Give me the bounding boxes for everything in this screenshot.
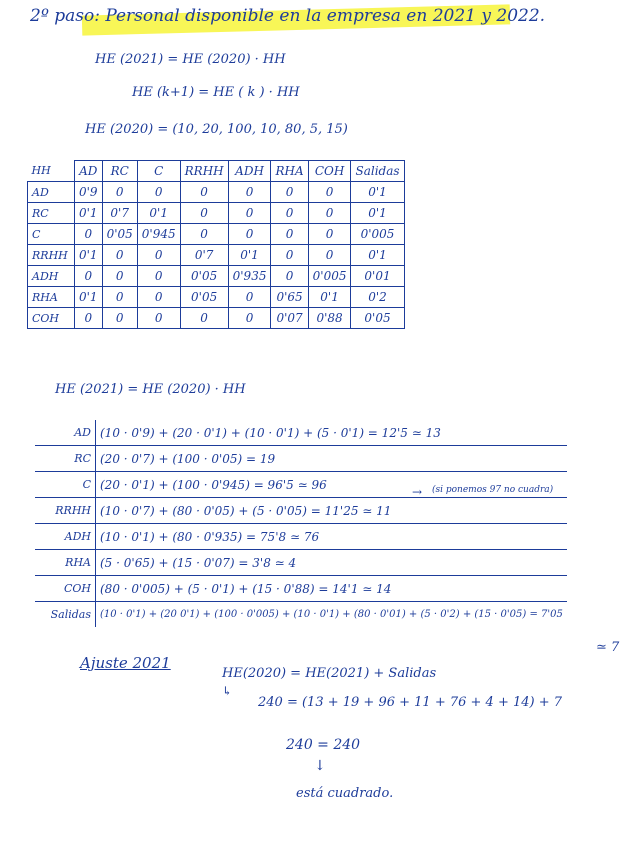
matrix-cell: 0'2 — [351, 287, 404, 308]
matrix-row — [28, 308, 405, 329]
matrix-cell: 0'05 — [180, 266, 228, 287]
ajuste-equation: HE(2020) = HE(2021) + Salidas — [222, 666, 437, 681]
calc-expression: (10 · 0'9) + (20 · 0'1) + (10 · 0'1) + (5 · 0'1) = 12'5 ≃ 13 — [96, 420, 567, 446]
calc-expression: (5 · 0'65) + (15 · 0'07) = 3'8 ≃ 4 — [96, 550, 567, 576]
matrix-cell: 0 — [228, 308, 271, 329]
matrix-cell: 0'1 — [351, 203, 404, 224]
formula-he-2021-repeat: HE (2021) = HE (2020) · HH — [55, 382, 246, 397]
matrix-cell: 0 — [308, 224, 351, 245]
calc-expression: (80 · 0'005) + (5 · 0'1) + (15 · 0'88) = 14'1 ≃ 14 — [96, 576, 567, 602]
matrix-row-label: AD — [28, 182, 75, 203]
calc-row-label: RC — [35, 446, 96, 472]
matrix-cell: 0'05 — [351, 308, 404, 329]
calc-row-label: C — [35, 472, 96, 498]
matrix-cell: 0'935 — [228, 266, 271, 287]
transition-matrix — [27, 160, 405, 329]
matrix-row — [28, 266, 405, 287]
matrix-row-label: RRHH — [28, 245, 75, 266]
calc-row — [35, 524, 567, 550]
calc-row-label: ADH — [35, 524, 96, 550]
matrix-cell: 0'1 — [75, 287, 103, 308]
calc-expression: (20 · 0'7) + (100 · 0'05) = 19 — [96, 446, 567, 472]
matrix-cell: 0 — [102, 287, 137, 308]
matrix-cell: 0 — [102, 245, 137, 266]
matrix-header: ADH — [228, 161, 271, 182]
matrix-cell: 0'65 — [271, 287, 308, 308]
matrix-cell: 0 — [271, 224, 308, 245]
matrix-header: AD — [75, 161, 103, 182]
calc-row — [35, 498, 567, 524]
matrix-cell: 0 — [75, 266, 103, 287]
matrix-cell: 0 — [271, 203, 308, 224]
matrix-header: RRHH — [180, 161, 228, 182]
matrix-row-label: C — [28, 224, 75, 245]
matrix-row-label: RHA — [28, 287, 75, 308]
matrix-cell: 0'01 — [351, 266, 404, 287]
matrix-cell: 0'07 — [271, 308, 308, 329]
matrix-cell: 0'1 — [75, 203, 103, 224]
calc-row — [35, 576, 567, 602]
matrix-cell: 0 — [228, 182, 271, 203]
calc-expression: (10 · 0'1) + (20 0'1) + (100 · 0'005) + (10 · 0'1) + (80 · 0'01) + (5 · 0'2) + (15 · 0'05) = 7'05 — [100, 609, 563, 620]
side-note: (si ponemos 97 no cuadra) — [432, 485, 554, 495]
matrix-cell: 0 — [180, 224, 228, 245]
calc-row — [35, 446, 567, 472]
matrix-cell: 0 — [271, 182, 308, 203]
ajuste-title: Ajuste 2021 — [80, 654, 171, 672]
matrix-cell: 0 — [271, 245, 308, 266]
matrix-cell: 0 — [180, 308, 228, 329]
matrix-cell: 0'7 — [180, 245, 228, 266]
matrix-cell: 0 — [75, 308, 103, 329]
matrix-header: RHA — [271, 161, 308, 182]
matrix-cell: 0 — [137, 308, 180, 329]
matrix-header: C — [137, 161, 180, 182]
matrix-cell: 0'005 — [308, 266, 351, 287]
matrix-cell: 0 — [75, 224, 103, 245]
matrix-cell: 0 — [228, 224, 271, 245]
calc-expression: (10 · 0'1) + (80 · 0'935) = 75'8 ≃ 76 — [96, 524, 567, 550]
note-arrow-icon: → — [412, 485, 423, 499]
formula-he-2020-vector: HE (2020) = (10, 20, 100, 10, 80, 5, 15) — [85, 122, 348, 137]
calc-expression: (20 · 0'1) + (100 · 0'945) = 96'5 ≃ 96 — [96, 472, 567, 498]
matrix-row-label: ADH — [28, 266, 75, 287]
calc-row-label: Salidas — [35, 602, 96, 628]
matrix-row — [28, 245, 405, 266]
matrix-header: RC — [102, 161, 137, 182]
ajuste-arrow-icon: ↳ — [222, 684, 233, 698]
matrix-cell: 0'1 — [75, 245, 103, 266]
matrix-cell: 0'1 — [228, 245, 271, 266]
matrix-cell: 0 — [308, 245, 351, 266]
matrix-cell: 0 — [102, 308, 137, 329]
matrix-cell: 0 — [102, 266, 137, 287]
matrix-cell: 0'005 — [351, 224, 404, 245]
matrix-row-label: COH — [28, 308, 75, 329]
calculation-table — [35, 420, 567, 627]
matrix-cell: 0'05 — [180, 287, 228, 308]
matrix-cell: 0 — [271, 266, 308, 287]
matrix-cell: 0 — [137, 266, 180, 287]
formula-he-recursive: HE (k+1) = HE ( k ) · HH — [132, 85, 300, 100]
ajuste-conclusion: está cuadrado. — [296, 786, 394, 801]
matrix-cell: 0 — [180, 203, 228, 224]
matrix-cell: 0'1 — [137, 203, 180, 224]
matrix-cell: 0 — [137, 245, 180, 266]
calc-row-label: RRHH — [35, 498, 96, 524]
ajuste-sum: 240 = (13 + 19 + 96 + 11 + 76 + 4 + 14) + 7 — [258, 695, 563, 710]
matrix-header: Salidas — [351, 161, 404, 182]
matrix-row — [28, 287, 405, 308]
page-title: 2º paso: Personal disponible en la empresa en 2021 y 2022. — [30, 6, 546, 26]
matrix-cell: 0 — [228, 287, 271, 308]
formula-he-2021: HE (2021) = HE (2020) · HH — [95, 52, 286, 67]
down-arrow-icon: ↓ — [314, 758, 326, 774]
matrix-cell: 0'7 — [102, 203, 137, 224]
ajuste-result: 240 = 240 — [286, 737, 361, 753]
calc-row-label: COH — [35, 576, 96, 602]
calc-row-label: RHA — [35, 550, 96, 576]
matrix-cell: 0 — [308, 203, 351, 224]
calc-row — [35, 550, 567, 576]
calc-row — [35, 602, 567, 628]
calc-expression: (10 · 0'7) + (80 · 0'05) + (5 · 0'05) = 11'25 ≃ 11 — [96, 498, 567, 524]
matrix-cell: 0 — [102, 182, 137, 203]
calc-row — [35, 420, 567, 446]
salidas-rounded: ≃ 7 — [596, 640, 620, 655]
matrix-cell: 0'05 — [102, 224, 137, 245]
matrix-cell: 0'1 — [351, 245, 404, 266]
matrix-cell: 0 — [180, 182, 228, 203]
matrix-row — [28, 224, 405, 245]
matrix-cell: 0 — [137, 287, 180, 308]
matrix-cell: 0'945 — [137, 224, 180, 245]
matrix-cell: 0 — [308, 182, 351, 203]
matrix-cell: 0'9 — [75, 182, 103, 203]
matrix-row-label: RC — [28, 203, 75, 224]
matrix-cell: 0'88 — [308, 308, 351, 329]
matrix-row — [28, 203, 405, 224]
calc-row-label: AD — [35, 420, 96, 446]
matrix-cell: 0 — [228, 203, 271, 224]
matrix-cell: 0 — [137, 182, 180, 203]
matrix-hh-label: HH — [31, 164, 51, 178]
matrix-cell: 0'1 — [351, 182, 404, 203]
matrix-header: COH — [308, 161, 351, 182]
matrix-row — [28, 182, 405, 203]
matrix-cell: 0'1 — [308, 287, 351, 308]
